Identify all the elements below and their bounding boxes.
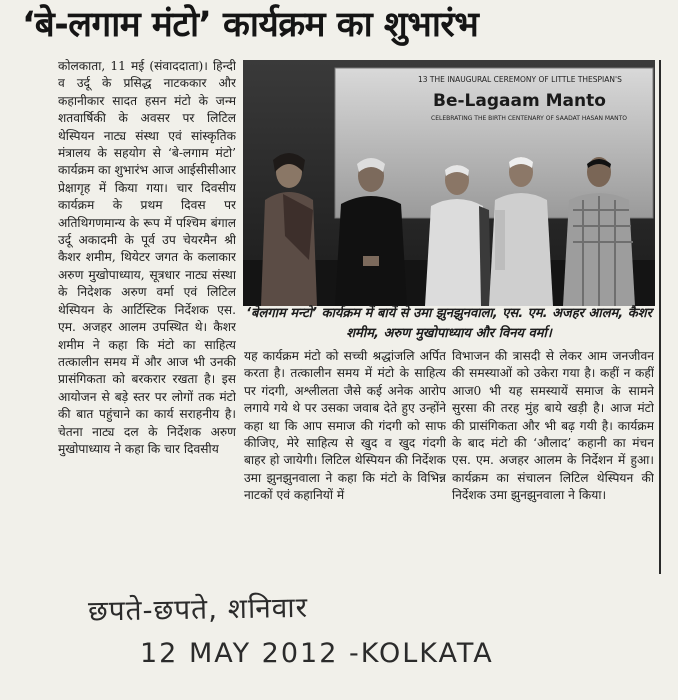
- article-column-3: विभाजन की त्रासदी से लेकर आम जनजीवन की समस्याओं को उकेरा गया है। कहीं न कहीं आज0 भी यह समस्यायें समाज के सामने सुरसा की तरह मुंह बाये खड़ी है। आज मंटो की प्रासंगिकता और भी बढ़ गयी है। कार्यक्रम के बाद मंटो की ‘औलाद’ कहानी का मंचन एस. एम. अजहर आलम के निर्देशन में हुआ। कार्यक्रम का संचालन लिटिल थेस्पियन की निर्देशक उमा झुनझुनवाला ने किया।: [452, 349, 654, 503]
- handwritten-source-note: छपते-छपते, शनिवार: [87, 590, 309, 628]
- article-column-1: कोलकाता, 11 मई (संवाददाता)। हिन्दी व उर्दू के प्रसिद्ध नाटककार और कहानीकार सादत हसन मंटो के जन्म शतवार्षिकी के अवसर पर लिटिल थेस्पियन नाट्य संस्था एवं सांस्कृतिक मंत्रालय के सहयोग से ‘बे-लगाम मंटो’ कार्यक्रम का शुभारंभ आज आईसीसीआर प्रेक्षागृह में किया गया। चार दिवसीय कार्यक्रम के प्रथम दिवस पर अतिथिगणमान्य के रूप में पश्चिम बंगाल उर्दू अकादमी के पूर्व उप चेयरमैन श्री कैशर शमीम, थियेटर जगत के कलाकार अरुण मुखोपाध्याय, सूत्रधार नाट्य संस्था के निदेशक अरुण वर्मा एवं लिटिल थेस्पियन के आर्टिस्टिक निर्देशक एस. एम. अजहर आलम उपस्थित थे। कैशर शमीम ने कहा कि मंटो का साहित्य तत्कालीन समय में और आज भी उनकी प्रासंगिकता को बरकरार रखता है। इस आयोजन से बड़े स्तर पर लोगों तक मंटो की बात पहुंचाने का कार्य सराहनीय है। चेतना नाट्य दल के निर्देशक अरुण मुखोपाध्याय ने कहा कि चार दिवसीय: [58, 59, 236, 456]
- handwritten-date-note: 12 MAY 2012 -KOLKATA: [140, 638, 494, 669]
- banner-line-1: 13 THE INAUGURAL CEREMONY OF LITTLE THESPIAN'S: [418, 75, 622, 84]
- article-column-2: यह कार्यक्रम मंटो को सच्ची श्रद्धांजलि अर्पित करता है। तत्कालीन समय में मंटो के साहित्य पर गंदगी, अश्लीलता जैसे कई अनेक आरोप लगाये गये थे पर उसका जवाब देते हुए उन्होंने कहा था कि आप समाज की गंदगी को साफ कीजिए, मेरे साहित्य से खुद व खुद गंदगी बाहर हो जायेगी। लिटिल थेस्पियन की निर्देशक उमा झुनझुनवाला ने कहा कि मंटो के विभिन्न नाटकों एवं कहानियों में: [244, 349, 446, 503]
- photo-caption: ‘बेलगाम मन्टो’ कार्यक्रम में बायें से उमा झुनझुनवाला, एस. एम. अजहर आलम, कैशर शमीम, अरुण मुखोपाध्याय और विनय वर्मा।: [246, 306, 652, 341]
- event-photo-image: [243, 60, 655, 306]
- banner-title: Be-Lagaam Manto: [433, 91, 606, 111]
- event-photo: [243, 60, 655, 306]
- banner-line-2: CELEBRATING THE BIRTH CENTENARY OF SAADAT HASAN MANTO: [431, 115, 628, 122]
- headline: ‘बे-लगाम मंटो’ कार्यक्रम का शुभारंभ: [22, 5, 479, 45]
- column-rule: [659, 60, 661, 574]
